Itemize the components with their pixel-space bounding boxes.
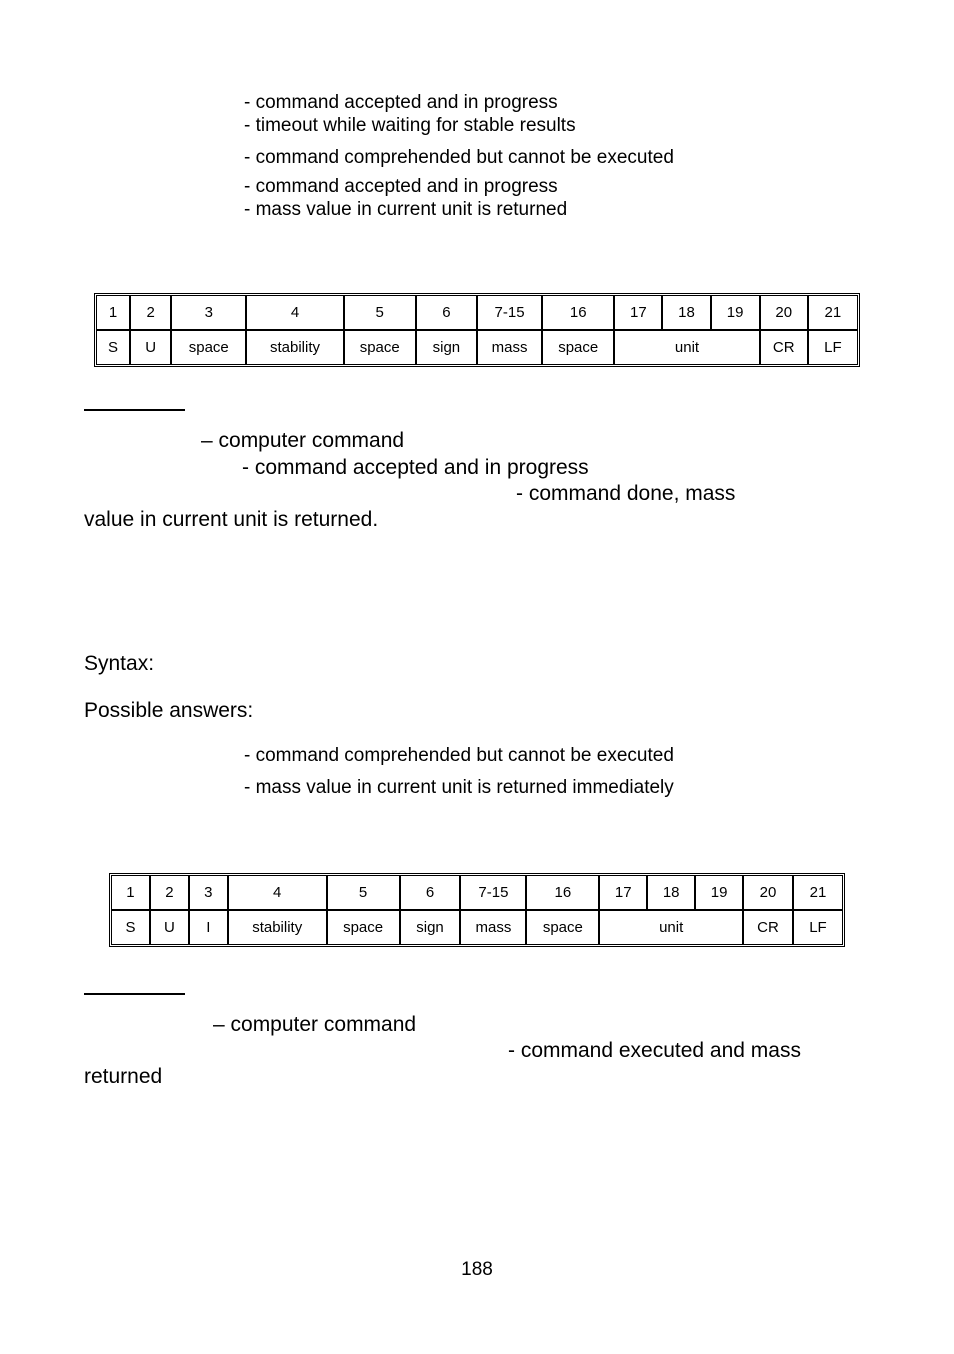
- heading-underline: [84, 409, 185, 411]
- frame-cell: space: [171, 330, 246, 365]
- frame-cell: 19: [695, 875, 743, 910]
- frame-cell: 5: [327, 875, 400, 910]
- answer-line: - timeout while waiting for stable results: [244, 115, 576, 136]
- frame-cell: sign: [400, 910, 461, 945]
- example-line: - command executed and mass: [508, 1039, 801, 1062]
- frame-cell: space: [327, 910, 400, 945]
- frame-cell: 17: [614, 295, 662, 330]
- frame-cell: space: [542, 330, 614, 365]
- frame-cell: space: [526, 910, 599, 945]
- page-number: 188: [461, 1259, 493, 1280]
- frame-cell: mass: [477, 330, 542, 365]
- frame-cell: 1: [96, 295, 130, 330]
- frame-cell: 20: [743, 875, 793, 910]
- frame-content-row: [96, 330, 858, 365]
- frame-cell: 16: [542, 295, 614, 330]
- answer-line: - command comprehended but cannot be executed: [244, 745, 674, 766]
- frame-cell: CR: [743, 910, 793, 945]
- answer-line: - command accepted and in progress: [244, 92, 558, 113]
- frame-cell: S: [96, 330, 130, 365]
- heading-underline: [84, 993, 185, 995]
- frame-cell: 3: [189, 875, 228, 910]
- frame-cell: 5: [344, 295, 416, 330]
- frame-cell: mass: [460, 910, 526, 945]
- frame-cell: U: [150, 910, 189, 945]
- frame-cell: 18: [662, 295, 710, 330]
- answer-line: - mass value in current unit is returned: [244, 199, 568, 220]
- frame-cell: 6: [416, 295, 477, 330]
- frame-cell: space: [344, 330, 416, 365]
- example-line: – computer command: [201, 429, 405, 452]
- frame-cell: U: [130, 330, 171, 365]
- answer-line: - command comprehended but cannot be executed: [244, 147, 674, 168]
- frame-cell: 6: [400, 875, 461, 910]
- frame-cell: CR: [760, 330, 808, 365]
- example-line: - command accepted and in progress: [242, 456, 589, 479]
- frame-cell: 7-15: [460, 875, 526, 910]
- answer-line: - command accepted and in progress: [244, 176, 558, 197]
- example-line: returned: [84, 1065, 163, 1088]
- frame-header-row: [111, 875, 843, 910]
- example-line: value in current unit is returned.: [84, 508, 379, 531]
- frame-cell: 16: [526, 875, 599, 910]
- frame-cell: stability: [246, 330, 343, 365]
- frame-cell: S: [111, 910, 150, 945]
- frame-cell: 2: [150, 875, 189, 910]
- frame-cell: 3: [171, 295, 246, 330]
- answer-line: - mass value in current unit is returned immediately: [244, 777, 674, 798]
- frame-cell: 17: [599, 875, 647, 910]
- frame-cell: 1: [111, 875, 150, 910]
- response-frame-table-2: [109, 873, 845, 947]
- frame-cell: 18: [647, 875, 695, 910]
- frame-cell: LF: [793, 910, 843, 945]
- frame-cell: 2: [130, 295, 171, 330]
- frame-header-row: [96, 295, 858, 330]
- frame-cell: 7-15: [477, 295, 542, 330]
- frame-cell: LF: [808, 330, 858, 365]
- frame-cell: sign: [416, 330, 477, 365]
- frame-cell: 4: [246, 295, 343, 330]
- frame-cell: stability: [228, 910, 327, 945]
- frame-cell: unit: [614, 330, 759, 365]
- frame-cell: unit: [599, 910, 743, 945]
- possible-answers-label: Possible answers:: [84, 699, 254, 722]
- frame-cell: 21: [808, 295, 858, 330]
- response-frame-table-1: [94, 293, 860, 367]
- frame-cell: 20: [760, 295, 808, 330]
- example-line: - command done, mass: [516, 482, 736, 505]
- frame-content-row: [111, 910, 843, 945]
- frame-cell: 21: [793, 875, 843, 910]
- syntax-label: Syntax:: [84, 652, 155, 675]
- frame-cell: 4: [228, 875, 327, 910]
- frame-cell: I: [189, 910, 228, 945]
- frame-cell: 19: [711, 295, 760, 330]
- example-line: – computer command: [213, 1013, 417, 1036]
